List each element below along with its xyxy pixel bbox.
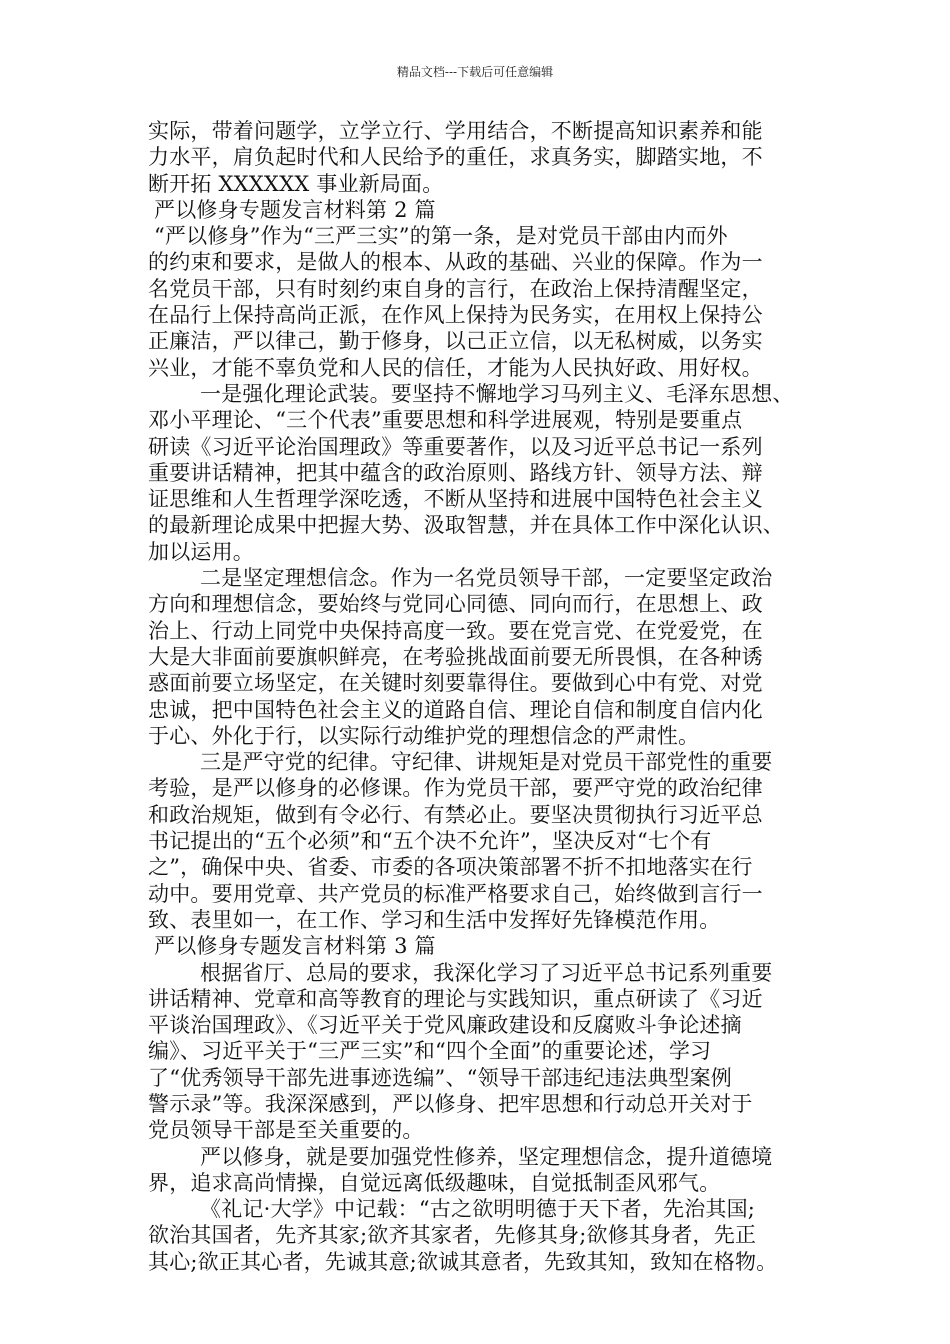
text-line: 编》、习近平关于“三严三实”和“四个全面”的重要论述，学习 [148, 1039, 712, 1064]
text-line: 惑面前要立场坚定，在关键时刻要靠得住。要做到心中有党、对党 [148, 671, 763, 696]
text-line: 加以运用。 [148, 539, 254, 564]
text-line: 的最新理论成果中把握大势、汲取智慧，并在具体工作中深化认识、 [148, 513, 784, 538]
text-line: 正廉洁，严以律己，勤于修身，以己正立信，以无私树威，以务实 [148, 329, 763, 354]
section-title-line: 严以修身专题发言材料第 3 篇 [154, 934, 436, 959]
text-line: 之”，确保中央、省委、市委的各项决策部署不折不扣地落实在行 [148, 855, 753, 880]
text-line: 警示录”等。我深深感到，严以修身、把牢思想和行动总开关对于 [148, 1091, 753, 1116]
text-line: 断开拓 XXXXXX 事业新局面。 [148, 171, 444, 196]
text-line: 考验，是严以修身的必修课。作为党员干部，要严守党的政治纪律 [148, 776, 763, 801]
text-line: 研读《习近平论治国理政》等重要著作，以及习近平总书记一系列 [148, 434, 763, 459]
text-line: 重要讲话精神，把其中蕴含的政治原则、路线方针、领导方法、辩 [148, 460, 763, 485]
section-title-line: 严以修身专题发言材料第 2 篇 [154, 197, 436, 222]
text-line: 大是大非面前要旗帜鲜亮，在考验挑战面前要无所畏惧，在各种诱 [148, 644, 763, 669]
text-line: 致、表里如一，在工作、学习和生活中发挥好先锋模范作用。 [148, 907, 721, 932]
text-line: 兴业，才能不辜负党和人民的信任，才能为人民执好政、用好权。 [148, 355, 763, 380]
text-line: 邓小平理论、“三个代表”重要思想和科学进展观，特别是要重点 [148, 408, 743, 433]
document-body [148, 118, 824, 1275]
section-title-line: “严以修身”作为“三严三实”的第一条，是对党员干部由内而外 [154, 224, 728, 249]
text-line: 一是强化理论武装。要坚持不懈地学习马列主义、毛泽东思想、 [200, 381, 794, 406]
text-line: 党员领导干部是至关重要的。 [148, 1118, 424, 1143]
text-line: 严以修身，就是要加强党性修养，坚定理想信念，提升道德境 [200, 1144, 773, 1169]
text-line: 在品行上保持高尚正派，在作风上保持为民务实，在用权上保持公 [148, 303, 763, 328]
text-line: 欲治其国者，先齐其家;欲齐其家者，先修其身;欲修其身者，先正 [148, 1223, 757, 1248]
page-header: 精品文档---下载后可任意编辑 [396, 65, 554, 79]
text-line: 根据省厅、总局的要求，我深化学习了习近平总书记系列重要 [200, 960, 773, 985]
text-line: 证思维和人生哲理学深吃透，不断从坚持和进展中国特色社会主义 [148, 487, 763, 512]
text-line: 平谈治国理政》、《习近平关于党风廉政建设和反腐败斗争论述摘 [148, 1013, 742, 1038]
text-line: 三是严守党的纪律。守纪律、讲规矩是对党员干部党性的重要 [200, 750, 773, 775]
text-line: 《礼记·大学》中记载：“古之欲明明德于天下者，先治其国; [200, 1197, 756, 1222]
text-line: 的约束和要求，是做人的根本、从政的基础、兴业的保障。作为一 [148, 250, 763, 275]
text-line: 其心;欲正其心者，先诚其意;欲诚其意者，先致其知，致知在格物。 [148, 1249, 778, 1274]
text-line: 治上、行动上同党中央保持高度一致。要在党言党、在党爱党，在 [148, 618, 763, 643]
text-line: 于心、外化于行，以实际行动维护党的理想信念的严肃性。 [148, 723, 700, 748]
text-line: 动中。要用党章、共产党员的标准严格要求自己，始终做到言行一 [148, 881, 763, 906]
text-line: 和政治规矩，做到有令必行、有禁必止。要坚决贯彻执行习近平总 [148, 802, 763, 827]
text-line: 书记提出的“五个必须”和“五个决不允许”，坚决反对“七个有 [148, 829, 712, 854]
text-line: 界，追求高尚情操，自觉远离低级趣味，自觉抵制歪风邪气。 [148, 1170, 721, 1195]
text-line: 力水平，肩负起时代和人民给予的重任，求真务实，脚踏实地，不 [148, 145, 763, 170]
text-line: 忠诚，把中国特色社会主义的道路自信、理论自信和制度自信内化 [148, 697, 763, 722]
text-line: 了“优秀领导干部先进事迹选编”、“领导干部违纪违法典型案例 [148, 1065, 733, 1090]
text-line: 名党员干部，只有时刻约束自身的言行，在政治上保持清醒坚定， [148, 276, 763, 301]
text-line: 方向和理想信念，要始终与党同心同德、同向而行，在思想上、政 [148, 592, 763, 617]
text-line: 讲话精神、党章和高等教育的理论与实践知识，重点研读了《习近 [148, 986, 763, 1011]
text-line: 实际，带着问题学，立学立行、学用结合，不断提高知识素养和能 [148, 119, 763, 143]
text-line: 二是坚定理想信念。作为一名党员领导干部，一定要坚定政治 [200, 566, 773, 591]
